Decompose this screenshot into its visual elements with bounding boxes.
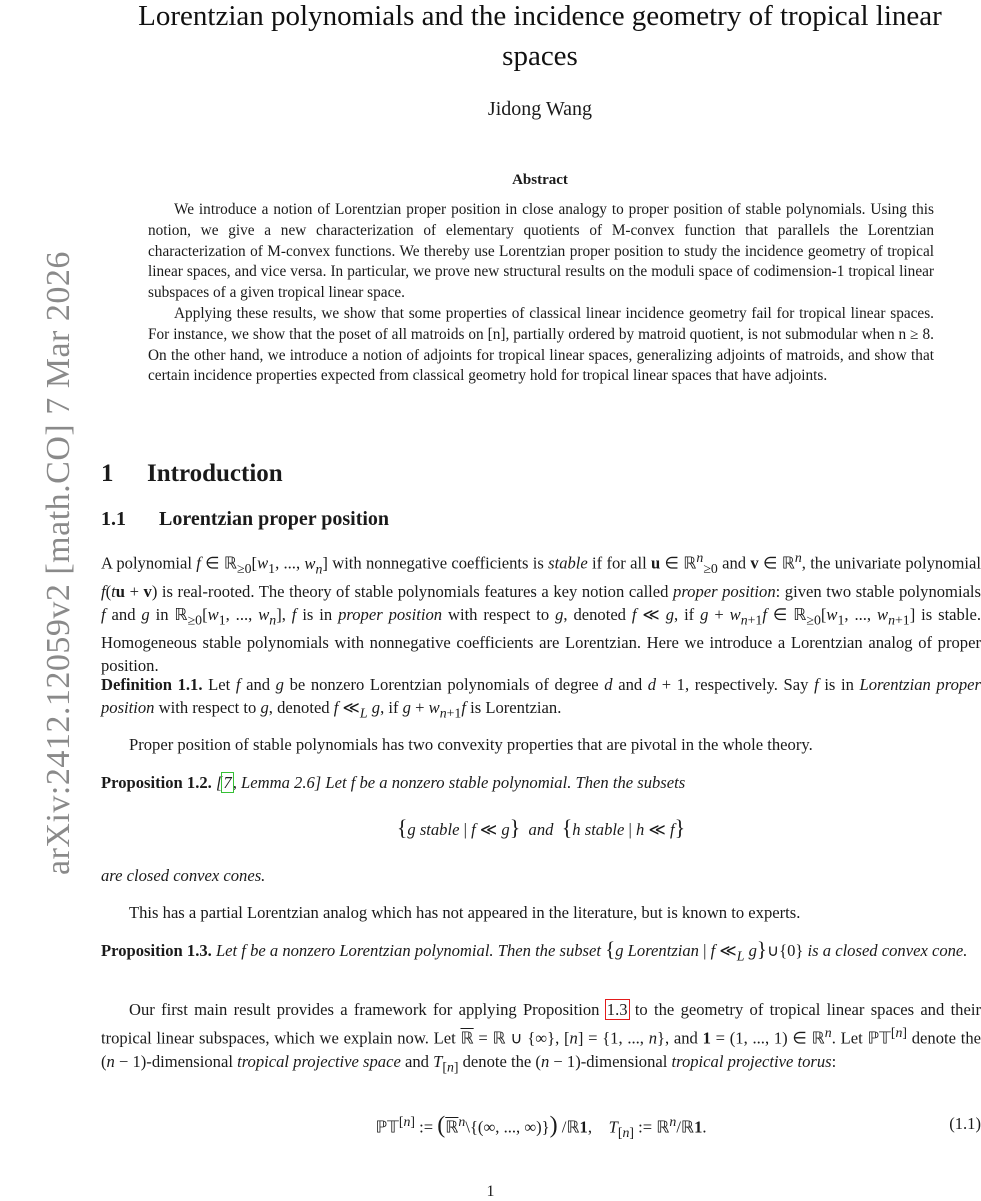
proposition-link[interactable]: 1.3 bbox=[606, 1000, 628, 1019]
equation-1-1: ℙ𝕋[n] := (ℝ$^n$\{(∞, ..., ∞)}) /ℝ1, $T_{[n]}$ := ℝ$^n$/ℝ1. (1.1) bbox=[375, 1112, 981, 1140]
prop13-label: Proposition 1.3. bbox=[101, 941, 212, 960]
subsection-number: 1.1 bbox=[101, 508, 126, 530]
page-number: 1 bbox=[486, 1183, 495, 1200]
section-number: 1 bbox=[101, 460, 114, 487]
subsection-heading bbox=[101, 508, 389, 531]
arxiv-stamp bbox=[2, 185, 77, 875]
prop12-display-equation: {g stable | f ≪ g} and {h stable | h ≪ f} bbox=[396, 815, 686, 840]
prop12-statement: Let f be a nonzero stable polynomial. Then the subsets bbox=[321, 773, 686, 792]
prop12-label: Proposition 1.2. bbox=[101, 773, 212, 792]
convexity-paragraph: Proper position of stable polynomials has two convexity properties that are pivotal in the whole theory. bbox=[129, 735, 813, 754]
definition-label: Definition 1.1. bbox=[101, 675, 203, 694]
abstract-paragraph-1: We introduce a notion of Lorentzian proper position in close analogy to proper position of stable polynomials. Using this notion, we give a new characterization of elementary quotients of M-convex function that parallels the Lorentzian characterization of M-convex functions. We thereby use Lorentzian proper position to study the incidence geometry of tropical linear spaces, and vice versa. In particular, we prove new structural results on the moduli space of codimension-1 tropical linear subspaces of a given tropical linear space. bbox=[148, 201, 934, 302]
proposition-1-3: Proposition 1.3. Let f be a nonzero Lorentzian polynomial. Then the subset {g Lorentzian | f $≪_L$ g}∪{0} is a closed convex cone. bbox=[101, 937, 968, 964]
citation-detail: , Lemma 2.6] bbox=[232, 773, 322, 792]
intro-paragraph: A polynomial f ∈ $ℝ_{\ge 0}[w_1$, ..., $w_n$] with nonnegative coefficients is stable if for all u ∈ ℝ$^n_{\ge 0}$ and v ∈ ℝ$^n$, the univariate polynomial f(tu + v) is real-rooted. The theory of stable polynomials features a key notion called proper position: given two stable polynomials f and g in $ℝ_{\ge 0}[w_1$, ..., $w_n$], f is in proper position with respect to g, denoted f ≪ g, if $g + w_{n+1}f$ ∈ $ℝ_{\ge 0}[w_1$, ..., $w_{n+1}$] is stable. Homogeneous stable polynomials with nonnegative coefficients are Lorentzian. Here we introduce a Lorentzian analog of proper position. bbox=[101, 550, 981, 676]
section-heading bbox=[101, 460, 283, 488]
proposition-1-2: Proposition 1.2. [7, Lemma 2.6] Let f be a nonzero stable polynomial. Then the subsets bbox=[101, 773, 686, 792]
prop12-tail: are closed convex cones. bbox=[101, 866, 266, 885]
definition-1-1: Definition 1.1. Let f and g be nonzero Lorentzian polynomials of degree d and d + 1, respectively. Say f is in Lorentzian proper position with respect to g, denoted f $≪_L$ g, if $g + w_{n+1}f$ is Lorentzian. bbox=[101, 675, 981, 721]
equation-number: (1.1) bbox=[949, 1114, 981, 1133]
arxiv-stamp-text: arXiv:2412.12059v2 [math.CO] 7 Mar 2026 bbox=[40, 251, 77, 875]
main-result-paragraph: Our first main result provides a framework for applying Proposition 1.3 to the geometry of tropical linear spaces and their tropical linear subspaces, which we explain now. Let ℝ = ℝ ∪ {∞}, [n] = {1, ..., n}, and 1 = (1, ..., 1) ∈ ℝ$^n$. Let ℙ𝕋[n] denote the (n − 1)-dimensional tropical projective space and $T_{[n]}$ denote the (n − 1)-dimensional tropical projective torus: bbox=[101, 1000, 981, 1074]
author-name: Jidong Wang bbox=[487, 98, 593, 120]
subsection-title: Lorentzian proper position bbox=[159, 508, 390, 530]
partial-analog-paragraph: This has a partial Lorentzian analog which has not appeared in the literature, but is known to experts. bbox=[129, 903, 801, 922]
citation-link[interactable]: 7 bbox=[223, 773, 232, 792]
section-title: Introduction bbox=[147, 460, 283, 487]
abstract-body bbox=[148, 200, 934, 387]
paper-title: Lorentzian polynomials and the incidence geometry of tropical linear spaces bbox=[138, 0, 942, 72]
abstract-heading: Abstract bbox=[512, 172, 568, 188]
abstract-paragraph-2: Applying these results, we show that some properties of classical linear incidence geometry fail for tropical linear spaces. For instance, we show that the poset of all matroids on [n], partially ordered by matroid quotient, is not submodular when n ≥ 8. On the other hand, we introduce a notion of adjoints for tropical linear spaces, generalizing adjoints of matroids, and show that certain incidence properties expected from classical geometry hold for tropical linear spaces that have adjoints. bbox=[148, 304, 934, 385]
